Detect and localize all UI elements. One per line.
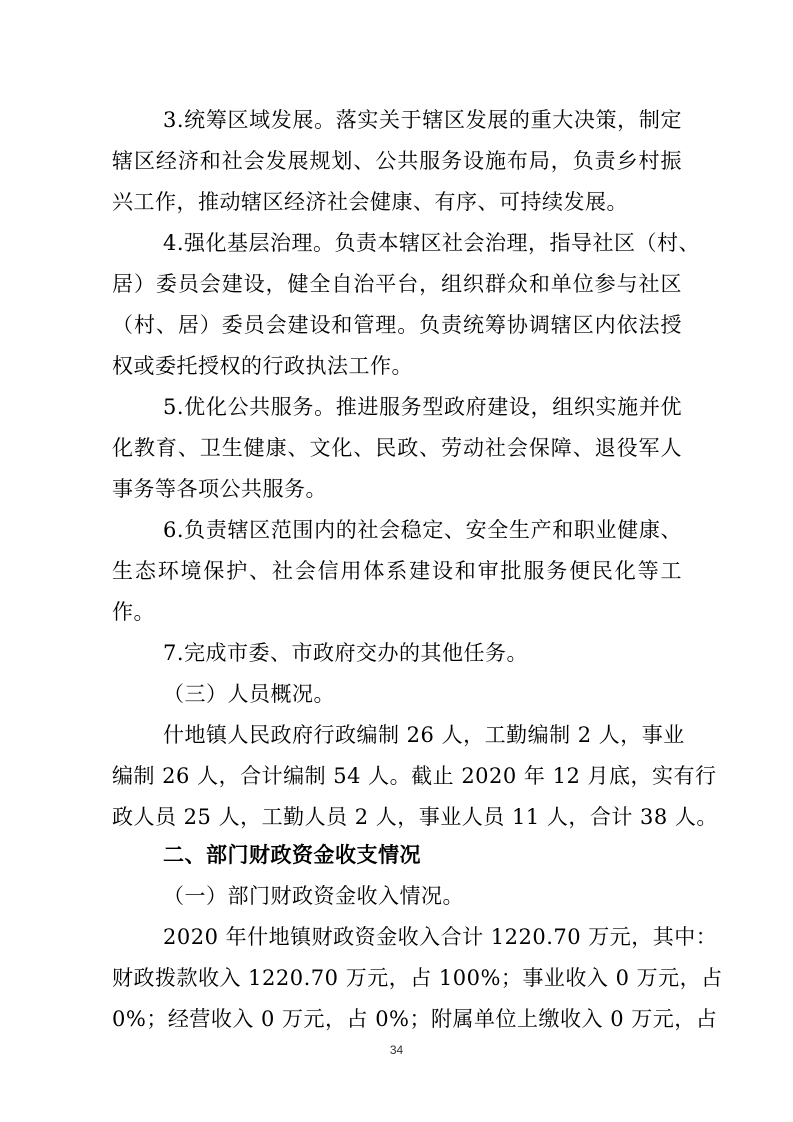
text-line: 事务等各项公共服务。 [112, 477, 327, 501]
text-line: 化教育、卫生健康、文化、民政、劳动社会保障、退役军人 [112, 436, 682, 460]
text-line: （村、居）委员会建设和管理。负责统筹协调辖区内依法授 [112, 313, 682, 337]
text-line: 3.统筹区域发展。落实关于辖区发展的重大决策，制定 [163, 108, 682, 132]
text-line: 0%；经营收入 0 万元，占 0%；附属单位上缴收入 0 万元，占 [112, 1007, 718, 1031]
text-line: 居）委员会建设，健全自治平台，组织群众和单位参与社区 [112, 272, 682, 296]
text-line: 财政拨款收入 1220.70 万元，占 100%；事业收入 0 万元，占 [112, 966, 723, 990]
text-line: 4.强化基层治理。负责本辖区社会治理，指导社区（村、 [163, 231, 701, 255]
subsection-heading: （三）人员概况。 [163, 682, 335, 706]
subsection-heading: （一）部门财政资金收入情况。 [163, 884, 464, 908]
text-line: 政人员 25 人，工勤人员 2 人，事业人员 11 人，合计 38 人。 [112, 805, 718, 829]
text-line: 权或委托授权的行政执法工作。 [112, 354, 413, 378]
text-line: 作。 [112, 600, 155, 624]
text-line: 2020 年什地镇财政资金收入合计 1220.70 万元，其中： [163, 925, 718, 949]
text-line: 兴工作，推动辖区经济社会健康、有序、可持续发展。 [112, 190, 628, 214]
section-heading: 二、部门财政资金收支情况 [163, 843, 421, 867]
text-line: 辖区经济和社会发展规划、公共服务设施布局，负责乡村振 [112, 149, 682, 173]
text-line: 编制 26 人，合计编制 54 人。截止 2020 年 12 月底，实有行 [112, 764, 717, 788]
text-line: 生态环境保护、社会信用体系建设和审批服务便民化等工 [112, 559, 682, 583]
text-line: 6.负责辖区范围内的社会稳定、安全生产和职业健康、 [163, 518, 682, 542]
text-line: 什地镇人民政府行政编制 26 人，工勤编制 2 人，事业 [163, 723, 685, 747]
page-number: 34 [389, 1043, 404, 1057]
text-line: 5.优化公共服务。推进服务型政府建设，组织实施并优 [163, 395, 682, 419]
text-line: 7.完成市委、市政府交办的其他任务。 [163, 641, 529, 665]
